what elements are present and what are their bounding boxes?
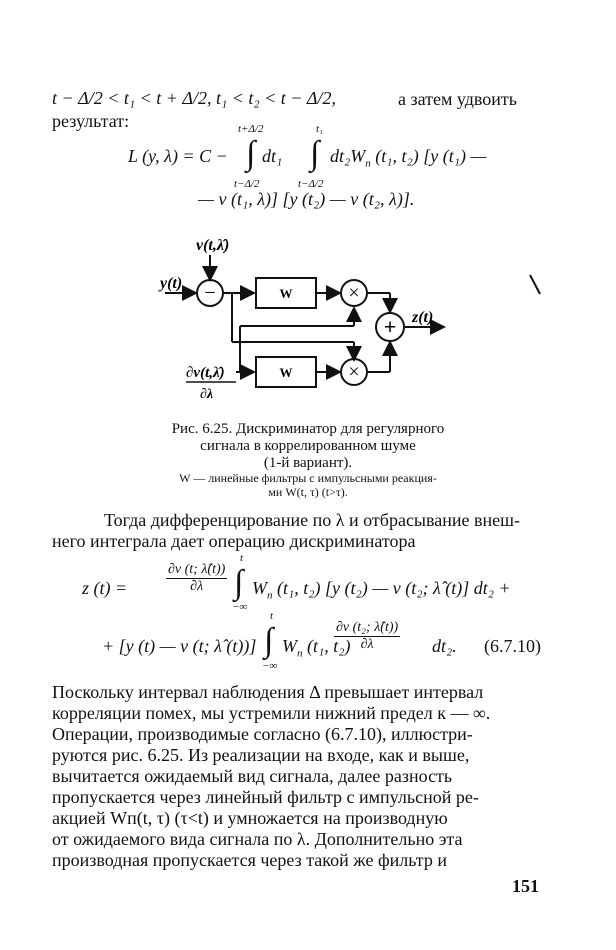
eq1-upper-limit-2: t₁ (316, 123, 323, 135)
eq1-lhs: L (y, λ) = C − (128, 146, 228, 166)
eq2-lower-limit-2: −∞ (262, 660, 278, 672)
eq1-line2: — v (t₁, λ)] [y (t₂) — v (t₂, λ)]. (198, 189, 415, 209)
figure-note-line1: W — линейные фильтры с импульсными реакция- (179, 471, 437, 485)
eq2-upper-limit-2: t (270, 610, 274, 622)
multiplier-symbol-1: × (348, 282, 360, 304)
paragraph1-line2: него интеграла дает операцию дискриминатора (52, 531, 416, 551)
eq2-line2-tail: dt₂. (432, 636, 457, 656)
filter-label-2: W (279, 365, 293, 380)
label-dv-denominator: ∂λ (200, 387, 214, 402)
eq2-body: $W_п$ (t₁, t₂) [y (t₂) — v (t₂; λ̂ (t)] dt₂ + (252, 578, 511, 602)
integral-sign-1: ∫ (246, 135, 256, 172)
stray-mark (530, 275, 540, 294)
figure-caption-line3: (1-й вариант). (263, 455, 353, 471)
eq2-fraction-2: $\frac{\text{∂v (t₂; λ̂(t))}}{\partial\lambda}$ (336, 620, 399, 652)
integral-sign-4: ∫ (264, 622, 274, 659)
paragraph2-line: акцией Wп(t, τ) (τ<t) и умножается на производную (52, 808, 448, 828)
filter-label-1: W (279, 286, 293, 301)
integral-sign-3: ∫ (234, 564, 244, 601)
label-dv-numerator: ∂v(t,λ̂) (186, 365, 225, 381)
label-z-output: z(t) (412, 309, 434, 326)
text-line-top: а затем удвоить (398, 89, 517, 109)
figure-caption-line1: Рис. 6.25. Дискриминатор для регулярного (171, 421, 445, 437)
eq1-lower-limit-2: t−Δ/2 (298, 178, 324, 190)
paragraph2-line: производная пропускается через такой же фильтр и (52, 850, 447, 870)
block-diagram-discriminator (0, 0, 616, 420)
eq2-line2-body: $W_п$ (t₁, t₂) (282, 636, 351, 660)
eq1-body: $dt_2W_п$ (t₁, t₂) [y (t₁) — (330, 146, 487, 170)
eq1-dt1: dt₁ (262, 146, 283, 166)
label-y-input: y(t) (160, 275, 183, 292)
eq2-line2-head: + [y (t) — v (t; λ̂ (t))] (102, 636, 257, 656)
text-line-result: результат: (52, 111, 130, 131)
paragraph1-line1: Тогда дифференцирование по λ и отбрасывание внеш- (104, 510, 521, 530)
paragraph2-line: Поскольку интервал наблюдения Δ превышает интервал (52, 682, 484, 702)
figure-caption-line2: сигнала в коррелированном шуме (200, 438, 416, 454)
adder-symbol: + (383, 314, 397, 339)
paragraph2-line: Операции, производимые согласно (6.7.10), иллюстри- (52, 724, 473, 744)
eq2-lower-limit: −∞ (232, 601, 248, 613)
subtractor-symbol: − (204, 282, 216, 304)
multiplier-symbol-2: × (348, 361, 360, 383)
paragraph2-line: руются рис. 6.25. Из реализации на входе, как и выше, (52, 745, 470, 765)
paragraph2-line: корреляции помех, мы устремили нижний предел к — ∞. (52, 703, 491, 723)
interval-condition: t − Δ/2 < t₁ < t + Δ/2, t₁ < t₂ < t − Δ/2, (52, 88, 337, 108)
paragraph2-line: пропускается через линейный фильтр с импульсной ре- (52, 787, 479, 807)
eq2-fraction: $\frac{\partial v (t; \lambdâ(t))}{\partial\lambda}$ (168, 562, 226, 594)
label-v-input: v(t,λ̂) (196, 237, 230, 254)
integral-sign-2: ∫ (310, 135, 320, 172)
page-number: 151 (512, 876, 539, 896)
figure-note-line2: ми W(t, τ) (t>τ). (268, 485, 348, 499)
eq2-upper-limit: t (240, 552, 244, 564)
paragraph2-line: от ожидаемого вида сигнала по λ. Дополнительно эта (52, 829, 463, 849)
eq1-lower-limit-1: t−Δ/2 (234, 178, 260, 190)
eq2-lhs: z (t) = (82, 578, 128, 598)
equation-number: (6.7.10) (484, 636, 541, 656)
paragraph2-line: вычитается ожидаемый вид сигнала, далее разность (52, 766, 453, 786)
eq1-upper-limit-1: t+Δ/2 (238, 123, 264, 135)
